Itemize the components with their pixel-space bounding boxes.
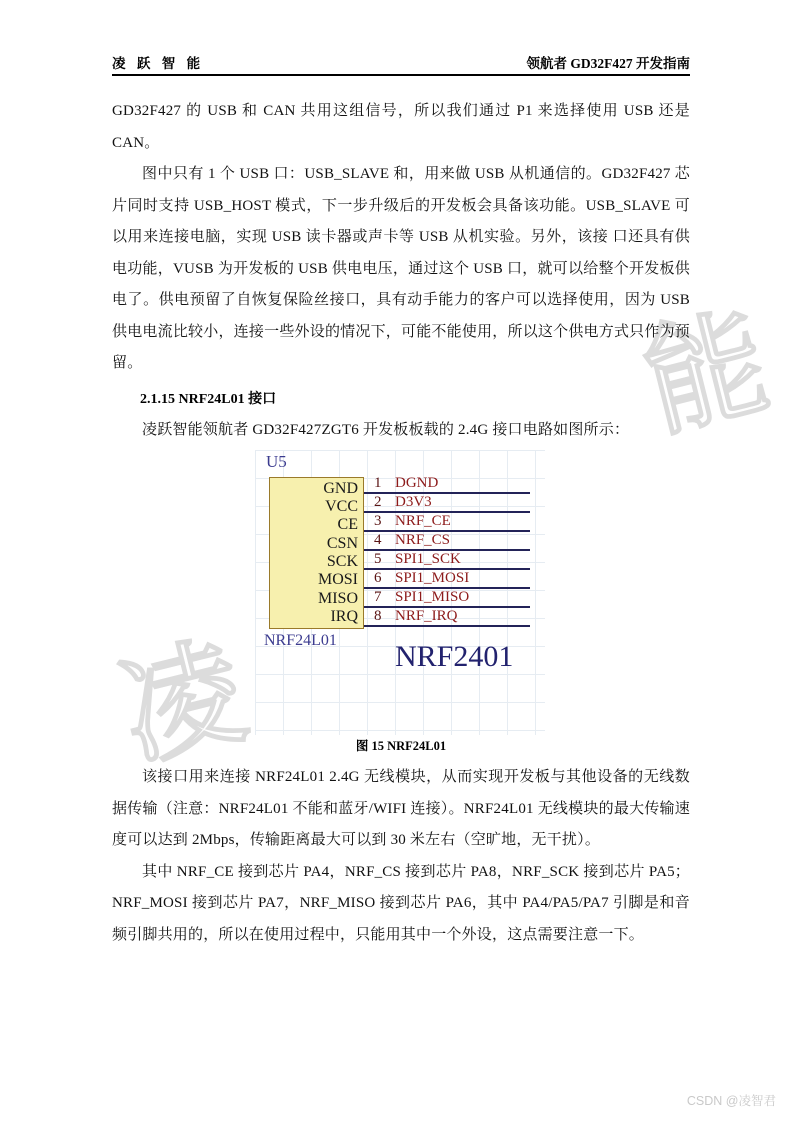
header-company-name: 凌 跃 智 能 xyxy=(112,56,205,71)
section-heading-nrf24l01: 2.1.15 NRF24L01 接口 xyxy=(140,391,277,407)
net-row xyxy=(364,551,534,570)
net-row xyxy=(364,608,534,627)
pin-label: CE xyxy=(337,516,358,534)
pin-label: VCC xyxy=(325,498,358,516)
wire-segment xyxy=(364,625,530,627)
net-name: NRF_IRQ xyxy=(395,608,458,624)
paragraph-wireless-module: 该接口用来连接 NRF24L01 2.4G 无线模块，从而实现开发板与其他设备的无线数据传输（注意：NRF24L01 不能和蓝牙/WIFI 连接）。NRF24L01 无线模块的最大传输速度可以达到 2Mbps，传输距离最大可以到 30 米左右（空旷地，无干扰）。 xyxy=(112,769,690,848)
pin-label: GND xyxy=(323,479,358,497)
net-row xyxy=(364,494,534,513)
pin-number: 6 xyxy=(374,570,382,586)
header-document-title: 领航者 GD32F427 开发指南 xyxy=(526,56,690,71)
pin-number: 2 xyxy=(374,494,382,510)
net-row xyxy=(364,532,534,551)
pin-label: SCK xyxy=(326,553,358,570)
paragraph-usb-slave: 图中只有 1 个 USB 口：USB_SLAVE 和，用来做 USB 从机通信的。GD32F427 芯片同时支持 USB_HOST 模式，下一步升级后的开发板会具备该功能。USB_SLAVE 可以用来连接电脑，实现 USB 读卡器或声卡等 USB 从机实验。另外，该接 口还具有供电功能，VUSB 为开发板的 USB 供电电压，通过这个 USB 口，就可以给整个开发板供电了。供电预留了自恢复保险丝接口，具有动手能力的客户可以选择使用，因为 USB 供电电流比较小，连接一些外设的情况下，可能不能使用，所以这个供电方式只作为预留。 xyxy=(112,166,690,371)
pin-label: CSN xyxy=(326,534,358,552)
paragraph-board-intro: 凌跃智能领航者 GD32F427ZGT6 开发板板载的 2.4G 接口电路如图所示： xyxy=(142,422,630,438)
paragraph-pin-mapping: 其中 NRF_CE 接到芯片 PA4，NRF_CS 接到芯片 PA8，NRF_SCK 接到芯片 PA5；NRF_MOSI 接到芯片 PA7，NRF_MISO 接到芯片 PA6，其中 PA4/PA5/PA7 引脚是和音频引脚共用的，所以在使用过程中，只能用其中一个外设，这点需要注意一下。 xyxy=(112,863,690,943)
component-part-title: NRF2401 xyxy=(395,640,514,673)
net-row xyxy=(364,475,534,494)
pin-number: 3 xyxy=(374,513,382,529)
schematic-figure-nrf24l01 xyxy=(255,450,545,735)
pin-label: MISO xyxy=(317,589,358,607)
net-name: D3V3 xyxy=(395,494,432,510)
document-body-top xyxy=(112,96,690,447)
net-row xyxy=(364,570,534,589)
net-name: NRF_CS xyxy=(395,532,451,548)
net-label-list xyxy=(364,475,534,627)
net-row xyxy=(364,589,534,608)
paragraph-usb-can: GD32F427 的 USB 和 CAN 共用这组信号，所以我们通过 P1 来选择使用 USB 还是 CAN。 xyxy=(112,103,690,151)
watermark-right: 能 xyxy=(632,293,787,453)
component-designator: U5 xyxy=(266,452,287,471)
component-pin-labels xyxy=(269,477,364,629)
pin-label: MOSI xyxy=(317,571,358,589)
pin-number: 7 xyxy=(374,589,382,605)
document-body-bottom xyxy=(112,762,690,951)
watermark-left: 凌 xyxy=(108,622,263,783)
csdn-watermark: CSDN @凌智君 xyxy=(686,1094,776,1108)
pin-number: 1 xyxy=(374,475,382,491)
net-name: SPI1_SCK xyxy=(395,551,461,567)
net-name: SPI1_MOSI xyxy=(395,570,470,586)
pin-number: 4 xyxy=(374,532,382,548)
net-row xyxy=(364,513,534,532)
pin-label: IRQ xyxy=(330,607,358,625)
figure-caption: 图 15 NRF24L01 xyxy=(355,739,447,753)
pin-number: 5 xyxy=(374,551,382,567)
component-part-label: NRF24L01 xyxy=(264,632,337,649)
pin-number: 8 xyxy=(374,608,382,624)
net-name: NRF_CE xyxy=(395,513,451,529)
net-name: DGND xyxy=(395,475,439,491)
page-header xyxy=(112,52,690,76)
net-name: SPI1_MISO xyxy=(395,589,470,605)
